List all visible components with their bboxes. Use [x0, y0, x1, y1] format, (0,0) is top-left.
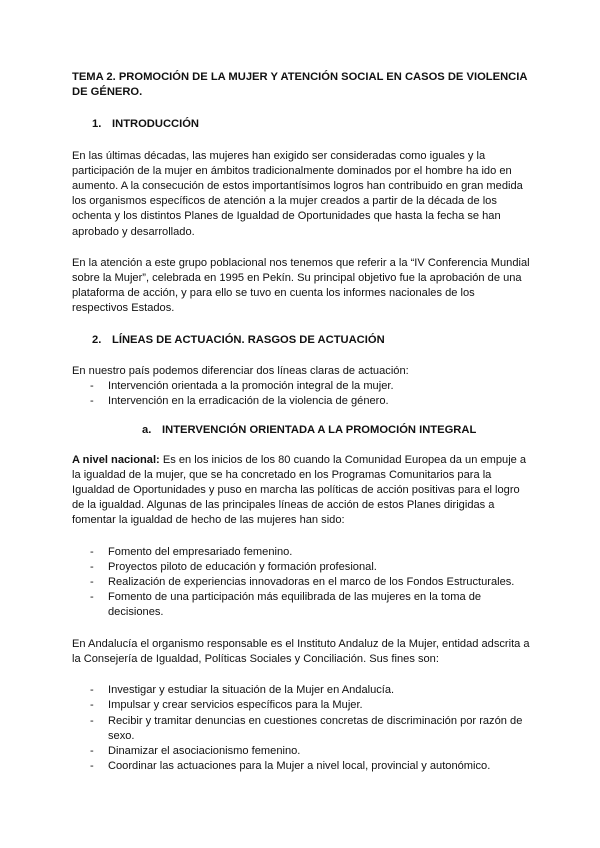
section-number: 1.: [92, 118, 102, 131]
dash-bullet: -: [90, 744, 94, 757]
document-page: [72, 70, 532, 790]
document-title: TEMA 2. PROMOCIÓN DE LA MUJER Y ATENCIÓN SOCIAL EN CASOS DE VIOLENCIA DE GÉNERO.: [72, 71, 528, 99]
dash-bullet: -: [90, 760, 94, 773]
lineas-paragraph: En nuestro país podemos diferenciar dos líneas claras de actuación:: [72, 364, 409, 377]
list-item: - Realización de experiencias innovadoras en el marco de los Fondos Estructurales.: [72, 575, 532, 590]
andalucia-paragraph: En Andalucía el organismo responsable es el Instituto Andaluz de la Mujer, entidad adscrita a la Consejería de Igualdad, Políticas Sociales y Conciliación. Sus fines son:: [72, 637, 530, 665]
subsection-letter: a.: [142, 424, 152, 437]
list-item: - Intervención orientada a la promoción integral de la mujer.: [72, 379, 532, 394]
section-number: 2.: [92, 333, 102, 346]
list-item: - Investigar y estudiar la situación de la Mujer en Andalucía.: [72, 683, 532, 698]
subsection-heading-a: [72, 423, 532, 438]
dash-bullet: -: [90, 591, 94, 604]
dash-bullet: -: [90, 380, 94, 393]
dash-bullet: -: [90, 684, 94, 697]
list-item: - Dinamizar el asociacionismo femenino.: [72, 744, 532, 759]
list-item: - Recibir y tramitar denuncias en cuestiones concretas de discriminación por razón de sexo.: [90, 714, 523, 742]
list-item: - Coordinar las actuaciones para la Mujer a nivel local, provincial y autonómico.: [72, 759, 532, 774]
subsection-heading-text: INTERVENCIÓN ORIENTADA A LA PROMOCIÓN INTEGRAL: [162, 424, 477, 437]
dash-bullet: -: [90, 545, 94, 558]
section-heading-text: LÍNEAS DE ACTUACIÓN. RASGOS DE ACTUACIÓN: [112, 333, 385, 346]
dash-bullet: -: [90, 576, 94, 589]
intro-paragraph-1: En las últimas décadas, las mujeres han exigido ser consideradas como iguales y la participación de la mujer en ámbitos tradicionalmente dominados por el hombre ha ido en aumento. A la consecución de estos importantísimos logros han contribuido en gran medida los organismos específicos de atención a la mujer creados a partir de la década de los ochenta y los distintos Planes de Igualdad de Oportunidades que hasta la fecha se han aprobado y desarrollado.: [72, 149, 523, 238]
lead-label: A nivel nacional:: [72, 453, 160, 466]
section-heading-introduccion: [72, 117, 532, 132]
andalucia-list: [72, 683, 532, 774]
list-item: - Fomento de una participación más equilibrada de las mujeres en la toma de decisiones.: [90, 591, 482, 619]
list-item: - Intervención en la erradicación de la violencia de género.: [72, 394, 532, 409]
list-item: - Impulsar y crear servicios específicos para la Mujer.: [72, 698, 532, 713]
dash-bullet: -: [90, 699, 94, 712]
dash-bullet: -: [90, 560, 94, 573]
dash-bullet: -: [90, 714, 94, 727]
section-heading-text: INTRODUCCIÓN: [112, 118, 200, 131]
dash-bullet: -: [90, 395, 94, 408]
list-item: - Proyectos piloto de educación y formación profesional.: [72, 560, 532, 575]
nacional-paragraph: A nivel nacional: Es en los inicios de los 80 cuando la Comunidad Europea da un empuje a la igualdad de la mujer, que se ha concretado en los Programas Comunitarios para la Igualdad de Oportunidades y puso en marcha las políticas de acción positivas para el logro de la igualdad. Algunas de las principales líneas de acción de estos Planes dirigidas a fomentar la igualdad de hecho de las mujeres han sido:: [72, 453, 527, 527]
list-item: - Fomento del empresariado femenino.: [72, 545, 532, 560]
nacional-list: [72, 545, 532, 621]
intro-paragraph-2: En la atención a este grupo poblacional nos tenemos que referir a la “IV Conferencia Mundial sobre la Mujer”, celebrada en 1995 en Pekín. Su principal objetivo fue la aprobación de una plataforma de acción, y para ello se tuvo en cuenta los informes nacionales de los respectivos Estados.: [72, 256, 530, 315]
section-heading-lineas: [72, 333, 532, 348]
lineas-list: [72, 379, 532, 409]
